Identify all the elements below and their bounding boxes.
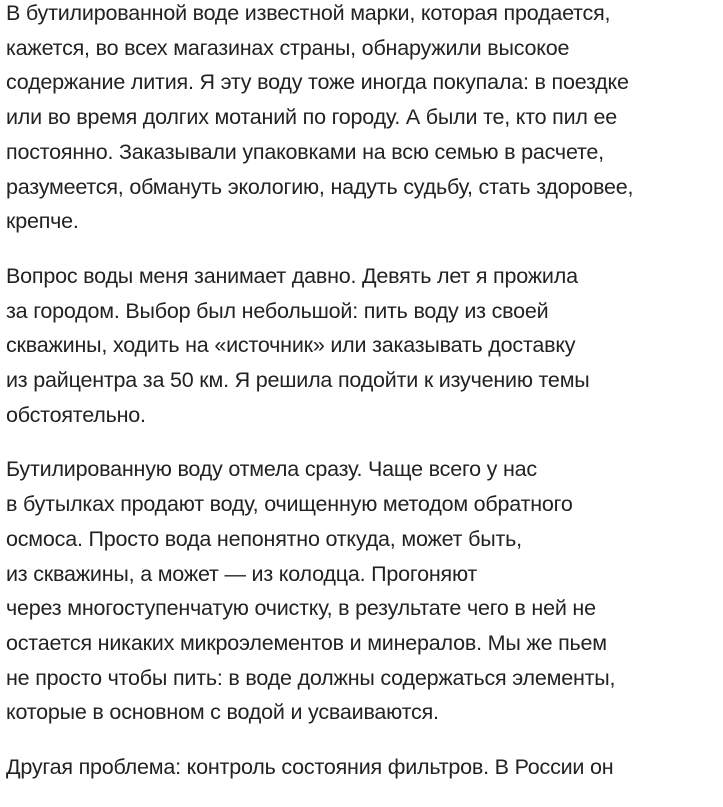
paragraph-filter-control bbox=[6, 750, 723, 785]
text-line: Бутилированную воду отмела сразу. Чаще всего у нас bbox=[6, 457, 537, 482]
article-body bbox=[6, 0, 723, 805]
text-line: за городом. Выбор был небольшой: пить воду из своей bbox=[6, 298, 549, 323]
text-line: кажется, во всех магазинах страны, обнаружили высокое bbox=[6, 35, 570, 60]
text-line: разумеется, обмануть экологию, надуть судьбу, стать здоровее, bbox=[6, 174, 634, 199]
text-line: осмоса. Просто вода непонятно откуда, может быть, bbox=[6, 526, 522, 551]
text-line: постоянно. Заказывали упаковками на всю семью в расчете, bbox=[6, 139, 604, 164]
text-line: крепче. bbox=[6, 209, 79, 234]
text-line: обстоятельно. bbox=[6, 402, 146, 427]
paragraph-water-question bbox=[6, 259, 723, 433]
text-line: Другая проблема: контроль состояния фильтров. В России он bbox=[6, 755, 614, 780]
text-line: содержание лития. Я эту воду тоже иногда покупала: в поездке bbox=[6, 70, 629, 95]
text-line: из райцентра за 50 км. Я решила подойти к изучению темы bbox=[6, 368, 590, 393]
text-line: остается никаких микроэлементов и минералов. Мы же пьем bbox=[6, 630, 607, 655]
text-line: не просто чтобы пить: в воде должны содержаться элементы, bbox=[6, 665, 616, 690]
text-line: которые в основном с водой и усваиваются. bbox=[6, 700, 439, 725]
text-line: из скважины, а может — из колодца. Прогоняют bbox=[6, 561, 478, 586]
text-line: в бутылках продают воду, очищенную методом обратного bbox=[6, 492, 573, 517]
text-line: или во время долгих мотаний по городу. А были те, кто пил ее bbox=[6, 105, 618, 130]
text-line: через многоступенчатую очистку, в результате чего в ней не bbox=[6, 596, 596, 621]
text-line: скважины, ходить на «источник» или заказывать доставку bbox=[6, 333, 576, 358]
text-line: Вопрос воды меня занимает давно. Девять лет я прожила bbox=[6, 263, 578, 288]
paragraph-lithium-bottled-water bbox=[6, 0, 723, 239]
text-line: В бутилированной воде известной марки, которая продается, bbox=[6, 1, 611, 25]
paragraph-reverse-osmosis bbox=[6, 452, 723, 730]
